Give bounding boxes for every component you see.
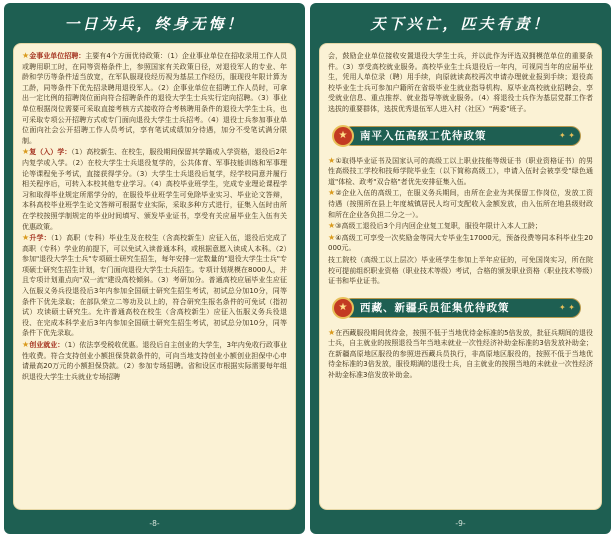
decor-icon: ✦ ✦ [559,303,575,313]
army-emblem-icon: ★ [332,125,354,147]
page-number-right: -9- [455,519,466,528]
policy-paragraph: ★①取得毕业证书及国家认可的高级工以上职业技能等级证书（职业资格证书）的男性高级技工学校和技师学院毕业生（以下简称高级工），申请入伍时会被享受"绿色通道"体检、政考"双合格"者优先安排征集入伍。 [328,155,593,186]
section-banner-gaoji [332,124,589,148]
policy-paragraph: ★复（入）学：（1）高校新生、在校生，服役期间保留其学籍或入学资格，退役后2年内复学或入学。（2）在校大学生士兵退役复学的，公共体育、军事技能训练和军事理论等课程免予考试，直接获得学分。（3）大学生士兵退役后复学，经学校同意并履行相关程序后，可转入本校其他专业学习。（4）高校毕业班学生，完成专业理论课程学习和取得毕业规定所需学分的，在服役毕业班学生可免除毕业实习、毕业论文答辩，本科高校毕业班学生论文答辩可根据专业实际，采取多种方式进行，征集入伍时由所在学校按照学制规定的毕业时间填写、颁发毕业证书，享受有关应届毕业生入伍有关优惠政策。 [22,147,288,231]
star-icon: ★ [22,340,30,350]
army-emblem-icon: ★ [332,297,354,319]
policy-paragraph: ★升学：（1）高职（专科）毕业生及在校生（含高校新生）应征入伍，退役后完成了高职（专科）学业的前提下，可以免试入读普通本科，或根据意愿入读成人本科。（2）参加"退役大学生士兵"专项硕士研究生招生，每年安排一定数量的"退役大学生士兵"专项硕士研究生招生计划，专门面向退役大学生士兵招生。专项计划规模在8000人，并且专项计划重点向"双一流"建设高校倾斜。（3）考研加分。普通高校应届毕业生应征入伍服义务兵役退役后3年内参加全国硕士研究生招生考试，初试总分加10分，同等条件下优先录取；在部队荣立二等功及以上的，符合研究生报名条件的可免试（指初试）攻读硕士研究生。允许普通高校在校生（含高校新生）应征入伍服义务兵役退役、在完成本科学业后3年内参加全国硕士研究生招生考试，初试总分加10分，同等条件下优先录取。 [22,233,288,338]
policy-paragraph: 技工院校（高级工以上层次）毕业班学生参加上半年应征的，可免国岗实习，所在院校可提前组织职业资格（职业技术等级）考试，合格的颁发职业资格（职业技术等级）证书和毕业证书。 [328,255,593,286]
star-icon: ★ [328,155,336,165]
star-icon: ★ [328,221,336,231]
star-icon: ★ [328,188,336,198]
star-icon: ★ [328,327,336,337]
star-icon: ★ [22,147,30,157]
star-icon: ★ [328,232,336,242]
decor-icon: ✦ ✦ [559,131,575,141]
star-icon: ★ [22,233,30,243]
policy-paragraph: ★④高级工可享受一次奖励金等同大专毕业生17000元，预备役费等同本科毕业生20000元。 [328,232,594,253]
section-banner-xizang [332,296,589,320]
policy-paragraph: ★金事业单位招聘：主要有4个方面优待政策：（1）企业事业单位在招收录用工作人员或聘用职工时，在同等资格条件上，参照国家有关政策日径，对退役军人的专业、年龄和学历等条件适当放宽，在军队服现役经历视为基层工作经历，服现役年限计算为工龄，同等条件下优先招录聘用退役军人。（2）企事业单位在招聘工作人员时，可拿出一定比例的招聘岗位面向符合招聘条件的退役大学生士兵实行定向招聘。（3）事业单位根据岗位需要可采取直接考核方式接收符合考核聘用条件的退役大学生士兵，也可采取专项公开招聘方式或专门面向退役大学生士兵招考。（4）退役士兵参加事业单位面向社会公开招聘工作人员考试，享有笔试成绩加分待遇，加分不受笔试满分限制。 [22,51,287,145]
policy-paragraph: ★在西藏服役期间优待金，按照不低于当地优待金标准的5倍发放，批征兵期间的退役士兵，自主就业的按照退役当年当地未就业一次性经济补助金标准的3倍发放补助金；在新疆高原地区服役的参照进西藏兵员执行，非高原地区服役的，按照不低于当地优待金标准的3倍发放，服役期满的退役士兵，自主就业的按照当地的未就业一次性经济补助金标准3倍发放补助金。 [328,327,594,380]
page-right [310,3,611,534]
policy-paragraph: ★创业就业：（1）依法享受税收优惠。退役后自主创业的大学生，3年内免收行政事业性收费。符合支持创业小额担保贷款条件的，可向当地支持创业小额创业担保中心申请最高20万元的小额担保贷款。（2）参加专场招聘。省和设区市根据实际需要每年组织退役大学生士兵就业专场招聘 [22,340,287,381]
content-card-left [13,43,296,510]
page-title-left: 一日为兵，终身无悔！ [64,14,245,33]
star-icon: ★ [22,51,30,60]
policy-paragraph: ★③高级工退役后3个月内回企业复工复职，服役年限计入本人工龄； [328,221,542,231]
policy-paragraph: ★②企业入伍的高级工，在服义务兵期间，由所在企业为其保留工作岗位，发放工资待遇（按照所在县上年度城镇居民人均可支配收入金额发放，由入伍所在地县级财政和所在企业各负担二分之一）。 [328,188,593,219]
intro-paragraph: 会，鼓励企业单位接收安置退役大学生士兵，并以此作为评选双拥模范单位的重要条件。（3）享受高校就业服务。高校毕业生士兵退役后一年内，可视同当年的应届毕业生，凭用人单位录（聘）用手续，向原就读高校再次申请办理就业报到手续；退役高校毕业生士兵可参加户籍所在省级毕业生就业指导机构、原毕业高校就业招聘会，享受就业信息、重点推荐、就业指导等就业服务。（4）将退役士兵作为基层党群工作者选拔的重要群体，选拔优秀退伍军人进入村（社区）"两委"班子。 [328,52,593,113]
page-number-left: -8- [149,519,160,528]
content-card-right [319,43,602,510]
page-left [4,3,305,534]
page-title-right: 天下兴亡，匹夫有责！ [370,14,551,33]
section-title: 南平入伍高级工优待政策 [360,130,487,143]
section-title: 西藏、新疆兵员征集优待政策 [360,302,510,315]
